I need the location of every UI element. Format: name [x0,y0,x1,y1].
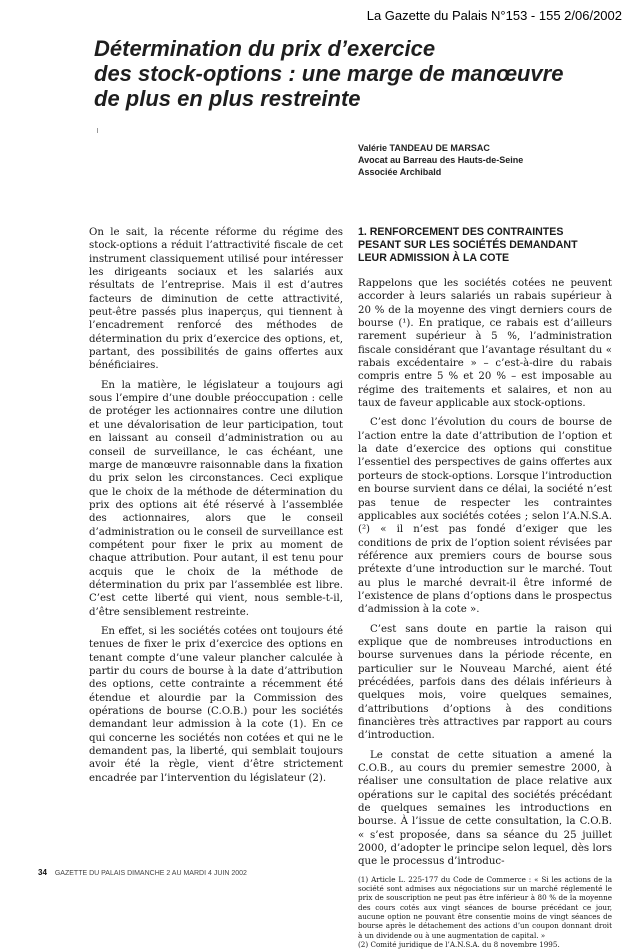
title-line-3: de plus en plus restreinte [94,86,361,111]
gazette-header: La Gazette du Palais N°153 - 155 2/06/2002 [366,8,622,23]
left-paragraph-1: On le sait, la récente réforme du régime des stock-options a réduit l’attractivité fiscale de cet instrument classiquement utilisé pour intéresser les dirigeants sociaux et les salariés aux résultats de l’entreprise. Mais il est d’autres facteurs de diminution de cette attractivité, peut-être passés plus inaperçus, qui tiennent à l’encadrement renforcé des méthodes de détermination du prix d’exercice des options, et, partant, des possibilités de gains offertes aux bénéficiaires. [89,227,343,372]
footnote-1: (1) Article L. 225-177 du Code de Commerce : « Si les actions de la société sont admises aux négociations sur un marché réglementé le prix de souscription ne peut pas être inférieur à 80 % de la moyenne des cours cotés aux vingt séances de bourse précédant ce jour, aucune option ne pouvant être consentie moins de vingt séances de bourse après le détachement des actions d’un coupon donnant droit à un dividende ou à une augmentation de capital. » [358,874,612,940]
author-firm: Associée Archibald [358,167,442,177]
title-line-1: Détermination du prix d’exercice [94,36,436,61]
author-role: Avocat au Barreau des Hauts-de-Seine [358,155,524,165]
right-column [358,226,612,949]
scan-mark [97,128,98,133]
section-heading-line-1: 1. RENFORCEMENT DES CONTRAINTES [358,226,564,238]
right-paragraph-3: C’est sans doute en partie la raison qui explique que de nombreuses introductions en bourse survenues dans la période récente, en particulier sur le Nouveau Marché, aient été précédées, parfois dans des délais inférieurs à quelques mois, voire quelques semaines, d’attributions d’options à des conditions financières très attractives par rapport au cours d’introduction. [358,623,612,742]
footnote-2: (2) Comité juridique de l’A.N.S.A. du 8 novembre 1995. [358,939,560,949]
title-line-2: des stock-options : une marge de manœuvre [94,61,564,86]
author-block [358,142,523,178]
section-heading-line-2: PESANT SUR LES SOCIÉTÉS DEMANDANT [358,239,578,251]
section-heading-line-3: LEUR ADMISSION À LA COTE [358,252,510,264]
footer-text: GAZETTE DU PALAIS DIMANCHE 2 AU MARDI 4 JUIN 2002 [54,870,247,877]
left-paragraph-2: En la matière, le législateur a toujours agi sous l’empire d’une double préoccupation : celle de protéger les actionnaires contre une dilution et une dévalorisation de leur participation, tout en laissant au conseil d’administration ou au conseil de surveillance, le cas échéant, une marge de manœuvre raisonnable dans la fixation du prix selon les circonstances. Ceci explique que le choix de la méthode de détermination du prix des options ait été réservé à l’assemblée des actionnaires, alors que le conseil d’administration ou le conseil de surveillance est compétent pour fixer le prix au moment de chaque attribution. Pour autant, il est tenu pour acquis que le choix de la méthode de détermination du prix par l’assemblée est libre. C’est cette liberté qui vient, nous semble-t-il, d’être sensiblement restreinte. [89,379,343,618]
page-footer [38,868,247,877]
author-name: Valérie TANDEAU DE MARSAC [358,143,490,153]
left-paragraph-3: En effet, si les sociétés cotées ont toujours été tenues de fixer le prix d’exercice des options en tenant compte d’une valeur plancher calculée à partir du cours de bourse à la date d’attribution des options, cette contrainte a récemment été étendue et alourdie par la Commission des opérations de bourse (C.O.B.) pour les sociétés demandant leur admission à la cote (1). En ce qui concerne les sociétés non cotées et qui ne le demandent pas, la liberté, qui semblait toujours avoir été la règle, vient d’être strictement encadrée par l’intervention du législateur (2). [89,625,343,784]
left-column [89,226,343,791]
article-title [94,36,614,111]
section-heading [358,226,612,265]
right-paragraph-4: Le constat de cette situation a amené la C.O.B., au cours du premier semestre 2000, à réaliser une consultation de place relative aux opérations sur le capital des sociétés précédant de quelques semaines les introductions en bourse. À l’issue de cette consultation, la C.O.B. « s’est proposée, dans sa séance du 25 juillet 2000, d’adopter le principe selon lequel, dès lors que le processus d’introduc- [358,749,612,868]
right-paragraph-2: C’est donc l’évolution du cours de bourse de l’action entre la date d’attribution de l’option et la date d’exercice des options qui constitue l’essentiel des perspectives de gains offertes aux porteurs de stock-options. Lorsque l’introduction en bourse survient dans ce délai, la société n’est pas tenue de respecter les contraintes applicables aux sociétés cotées ; selon l’A.N.S.A. (²) « il n’est pas fondé d’exiger que les conditions de prix de l’option soient révisées par référence aux premiers cours de bourse sous prétexte d’une introduction sur le marché. Tout au plus le marché devrait-il être informé de l’existence de plans d’options dans le prospectus d’admission à la cote ». [358,417,612,616]
page-number: 34 [38,868,47,877]
footnotes [358,875,612,949]
right-paragraph-1: Rappelons que les sociétés cotées ne peuvent accorder à leurs salariés un rabais supérieur à 20 % de la moyenne des vingt derniers cours de bourse (¹). En pratique, ce rabais est d’ailleurs rarement supérieur à 5 %, l’administration fiscale considérant que l’avantage résultant du « rabais excédentaire » – c’est-à-dire du rabais compris entre 5 % et 20 % – est imposable au régime des traitements et salaires, et non au taux de faveur applicable aux stock-options. [358,278,612,410]
